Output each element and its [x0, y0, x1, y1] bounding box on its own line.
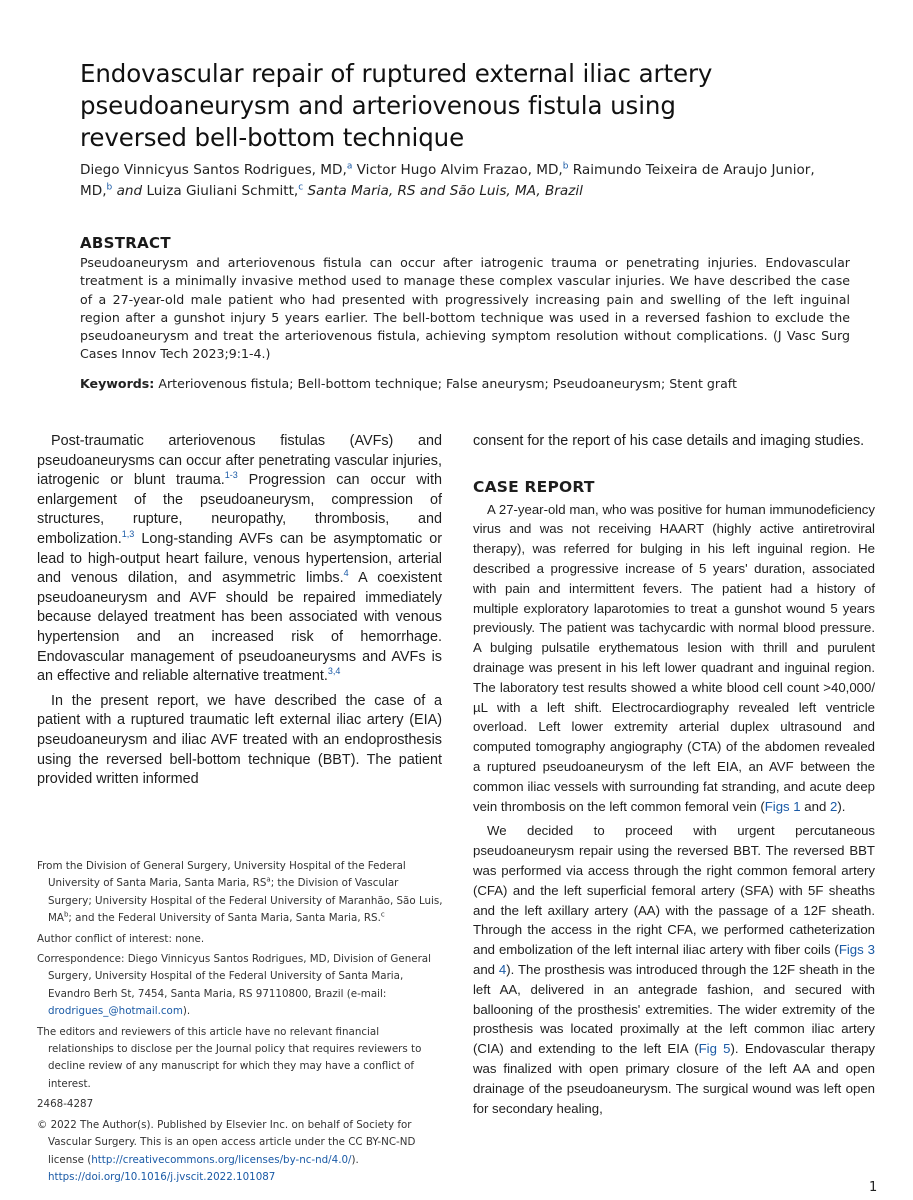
author-location: Santa Maria, RS and São Luis, MA, Brazil [303, 183, 583, 199]
figure-link[interactable]: Figs 3 [838, 942, 875, 958]
figure-link[interactable]: 2 [829, 798, 838, 814]
citation-link[interactable]: 1,3 [121, 529, 135, 540]
keywords-list: Arteriovenous fistula; Bell-bottom technique; False aneurysm; Pseudoaneurysm; Stent graft [154, 375, 737, 391]
figure-link[interactable]: Fig 5 [698, 1041, 731, 1057]
text-run: Long-standing AVFs can be asymptomatic or lead to high-output heart failure, venous hypertension, arterial and venous dilation, and asymmetric limbs. [37, 530, 442, 587]
citation-link[interactable]: 3,4 [327, 666, 341, 677]
author-2: Victor Hugo Alvim Frazao, MD, [352, 162, 563, 178]
affiliation-mark: c [380, 910, 385, 919]
text-run: A 27-year-old man, who was positive for human immunodeficiency virus and was not receiving HAART (highly active antiretroviral therapy), was referred for bulging in his left inguinal region. He described a progressive increase of 5 years' duration, associated with pain and intermittent fevers. The patient had a history of multiple exploratory laparotomies to treat a gunshot wound 5 years previously. The patient was tachycardic with normal blood pressure. A bulging pulsatile erythematous lesion with thrill and purulent drainage was present in his left lower quadrant and inguinal region. The laboratory test results showed a white blood cell count >40,000/µL with a left shift. Electrocardiography revealed left ventricle overload. Left lower extremity arterial duplex ultrasound and computed tomography angiography (CTA) of the abdomen revealed a ruptured pseudoaneurysm of the left EIA, an AVF between the common iliac vessels with surrounding fat stranding, and acute deep vein thrombosis on the left common femoral vein ( [473, 501, 875, 814]
affiliation-mark: a [266, 875, 271, 884]
text-run: and [473, 961, 499, 977]
intro-paragraph-2: In the present report, we have described the case of a patient with a ruptured traumatic left external iliac artery (EIA) pseudoaneurysm and iliac AVF treated with an endoprosthesis using the reversed bell-bottom technique (BBT). The patient provided written informed [37, 692, 442, 788]
right-column [473, 432, 875, 1118]
keywords-label: Keywords: [80, 375, 155, 391]
case-report-heading: CASE REPORT [473, 477, 595, 496]
author-list [80, 160, 850, 202]
affiliation-mark[interactable]: c [298, 182, 304, 193]
text-run: © 2022 The Author(s). Published by Elsevier Inc. on behalf of Society for Vascular Surgery. This is an open access article under the CC BY-NC-ND license ( [37, 1118, 416, 1166]
copyright-note [37, 1117, 445, 1187]
text-run: Progression can occur with enlargement of the pseudoaneurysm, compression of structures, rupture, neuropathy, thrombosis, and embolization. [37, 472, 442, 547]
figure-link[interactable]: Figs 1 [764, 798, 801, 814]
abstract-heading: ABSTRACT [80, 234, 171, 252]
figure-link[interactable]: 4 [498, 961, 507, 977]
text-run: We decided to proceed with urgent percutaneous pseudoaneurysm repair using the reversed BBT. The reversed BBT was performed via access through the right common femoral artery (CFA) and the left superficial femoral artery (SFA) with 5F sheaths and the left axillary artery (AA) with the passage of a 12F sheath. Through the access in the right CFA, we performed catheterization and embolization of the left internal iliac artery with fiber coils ( [473, 823, 875, 958]
doi-link[interactable]: https://doi.org/10.1016/j.jvscit.2022.101087 [48, 1170, 276, 1183]
affiliation-mark[interactable]: a [346, 161, 353, 172]
affiliation-mark: b [63, 910, 69, 919]
page-number: 1 [869, 1180, 878, 1195]
text-run: A coexistent pseudoaneurysm and AVF should be repaired immediately because delayed treatment has been associated with venous hypertension and an increased risk of hemorrhage. Endovascular management of pseudoaneurysms and AVFs is an effective and reliable alternative treatment. [37, 570, 442, 685]
text-run: ). [837, 798, 846, 814]
text-run: ). The prosthesis was introduced through the 12F sheath in the left AA, delivered in an antegrade fashion, and secured with ballooning of the prosthesis' extremities. The wider extremity of the prosthesis was located proximally at the left common iliac artery (CIA) and extending to the left EIA ( [473, 961, 876, 1057]
affiliation-mark[interactable]: b [562, 161, 569, 172]
text-run: From the Division of General Surgery, University Hospital of the Federal University of Santa Maria, Santa Maria, RS [37, 860, 406, 890]
citation-link[interactable]: 4 [343, 568, 349, 579]
editors-note: The editors and reviewers of this article have no relevant financial relationships to disclose per the Journal policy that requires reviewers to decline review of any manuscript for which they may have a conflict of interest. [37, 1025, 422, 1090]
intro-paragraph-1 [37, 432, 442, 687]
author-conjunction: and [112, 183, 147, 199]
citation-link[interactable]: 1-3 [224, 470, 238, 481]
text-run: ; and the Federal University of Santa Maria, Santa Maria, RS. [68, 912, 381, 925]
case-paragraph-2 [473, 821, 875, 1118]
abstract-text: Pseudoaneurysm and arteriovenous fistula can occur after iatrogenic trauma or penetrating injuries. Endovascular treatment is a minimally invasive method used to manage these complex vascular injuries. We have described the case of a 27-year-old male patient who had presented with progressively increasing pain and swelling of the left inguinal region after a gunshot injury 5 years earlier. The bell-bottom technique was used in a reversed fashion to exclude the pseudoaneurysm and treat the arteriovenous fistula, achieving symptom resolution without complications. (J Vasc Surg Cases Innov Tech 2023;9:1-4.) [80, 255, 850, 362]
continued-paragraph: consent for the report of his case details and imaging studies. [473, 433, 865, 449]
left-column [37, 432, 442, 790]
email-link[interactable]: drodrigues_@hotmail.com [48, 1005, 183, 1018]
article-title: Endovascular repair of ruptured external iliac artery pseudoaneurysm and arteriovenous fistula using reversed bell-bottom technique [80, 59, 713, 152]
footnotes [37, 858, 445, 1189]
text-run: ; the Division of Vascular Surgery; University Hospital of the Federal University of Maranhão, São Luis, MA [48, 877, 443, 925]
author-3: Raimundo Teixeira de Araujo Junior, MD, [80, 162, 815, 199]
text-run: ). [351, 1153, 359, 1166]
correspondence-note [37, 951, 445, 1021]
text-run: and [800, 798, 830, 814]
text-run: Post-traumatic arteriovenous fistulas (AVFs) and pseudoaneurysms can occur after penetrating vascular injuries, iatrogenic or blunt trauma. [37, 433, 442, 489]
keywords [80, 375, 850, 393]
author-4: Luiza Giuliani Schmitt, [146, 183, 299, 199]
case-paragraph-1 [473, 500, 875, 817]
text-run: ). [182, 1005, 191, 1018]
conflict-note: Author conflict of interest: none. [37, 932, 205, 945]
license-link[interactable]: http://creativecommons.org/licenses/by-nc-nd/4.0/ [91, 1153, 352, 1166]
affiliation-mark[interactable]: b [106, 182, 113, 193]
text-run: ). Endovascular therapy was finalized with open primary closure of the left AA and open drainage of the pseudoaneurysm. The surgical wound was left open for secondary healing, [473, 1041, 875, 1116]
affiliations-note [37, 858, 445, 928]
issn: 2468-4287 [37, 1098, 94, 1111]
abstract-section [80, 233, 850, 393]
author-1: Diego Vinnicyus Santos Rodrigues, MD, [80, 162, 347, 178]
text-run: Correspondence: Diego Vinnicyus Santos Rodrigues, MD, Division of General Surgery, University Hospital of the Federal University of Santa Maria, Evandro Berh St, 7454, Santa Maria, RS 97110800, Brazil (e-mail: [37, 953, 431, 1000]
